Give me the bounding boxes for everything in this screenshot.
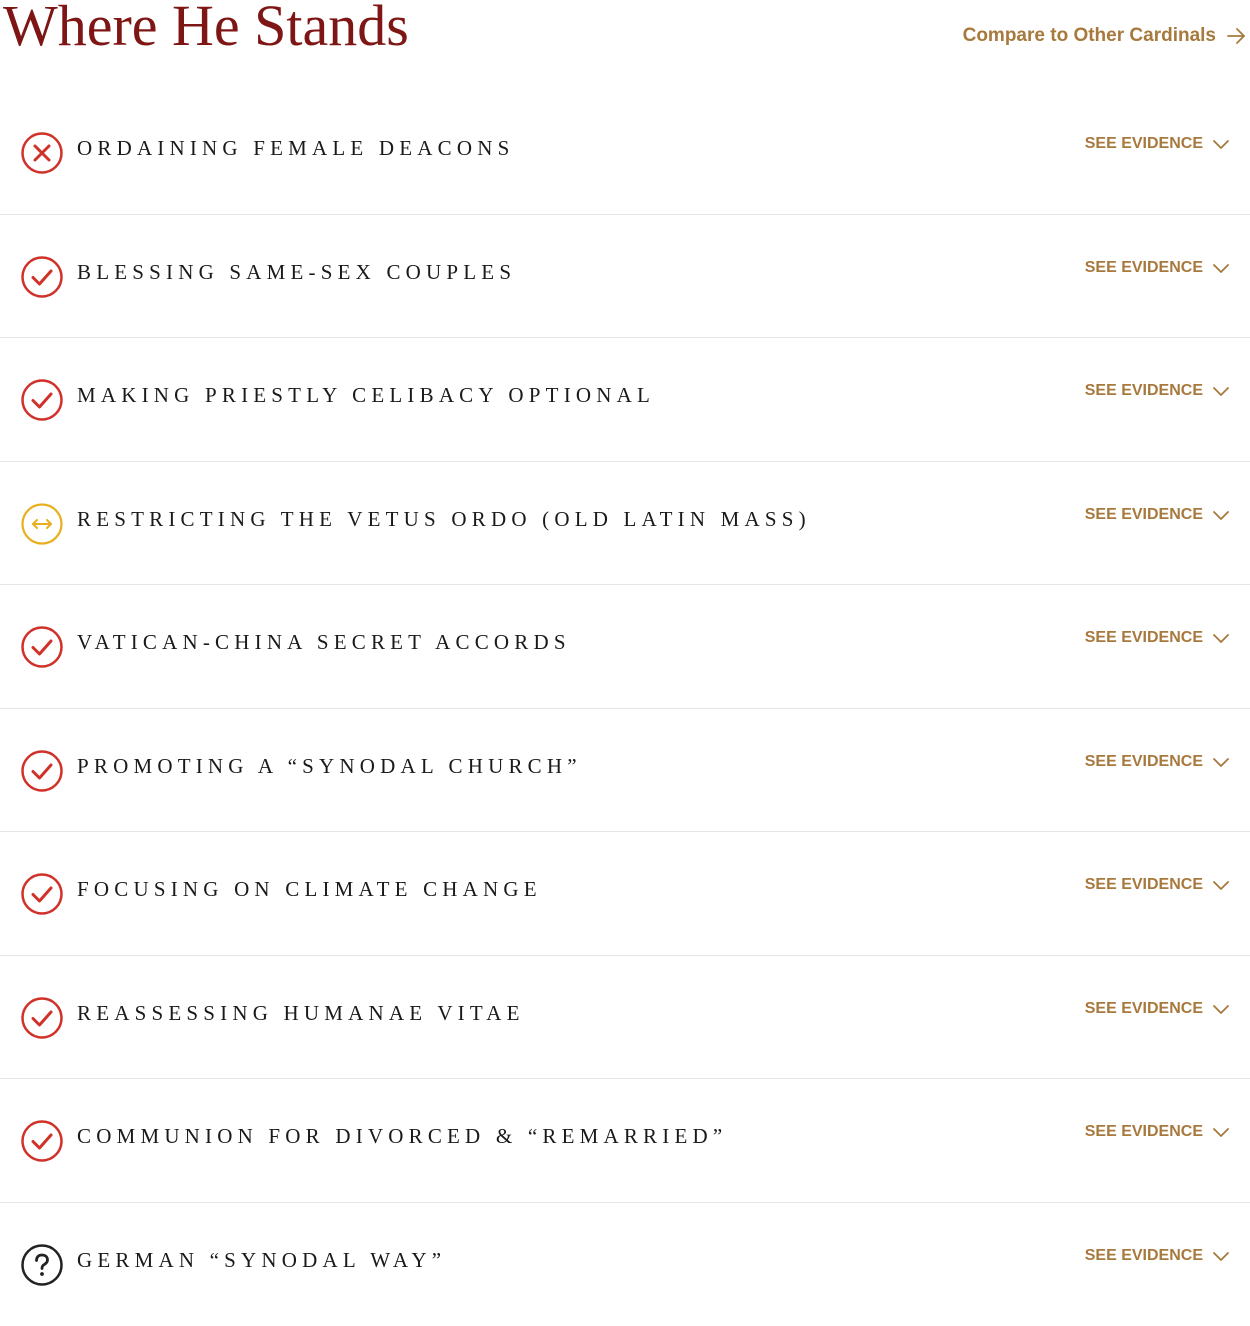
compare-cardinals-link[interactable] — [963, 22, 1246, 50]
see-evidence-button[interactable] — [1085, 380, 1230, 402]
see-evidence-label: SEE EVIDENCE — [1085, 751, 1203, 773]
see-evidence-button[interactable] — [1085, 1121, 1230, 1143]
chevron-down-icon — [1212, 632, 1230, 644]
see-evidence-label: SEE EVIDENCE — [1085, 133, 1203, 155]
chevron-down-icon — [1212, 138, 1230, 150]
stance-row — [0, 338, 1250, 462]
check-circle-icon — [20, 255, 64, 299]
stance-topic: RESTRICTING THE VETUS ORDO (OLD LATIN MASS) — [77, 505, 811, 533]
see-evidence-button[interactable] — [1085, 504, 1230, 526]
two-way-arrow-circle-icon — [20, 502, 64, 546]
stance-topic: COMMUNION FOR DIVORCED & “REMARRIED” — [77, 1122, 727, 1150]
stance-topic: GERMAN “SYNODAL WAY” — [77, 1246, 446, 1274]
see-evidence-button[interactable] — [1085, 1245, 1230, 1267]
see-evidence-label: SEE EVIDENCE — [1085, 874, 1203, 896]
check-circle-icon — [20, 625, 64, 669]
see-evidence-label: SEE EVIDENCE — [1085, 504, 1203, 526]
chevron-down-icon — [1212, 879, 1230, 891]
stance-row — [0, 585, 1250, 709]
chevron-down-icon — [1212, 1003, 1230, 1015]
page-title: Where He Stands — [3, 0, 409, 61]
see-evidence-button[interactable] — [1085, 874, 1230, 896]
check-circle-icon — [20, 872, 64, 916]
check-circle-icon — [20, 1119, 64, 1163]
see-evidence-label: SEE EVIDENCE — [1085, 998, 1203, 1020]
chevron-down-icon — [1212, 1250, 1230, 1262]
see-evidence-label: SEE EVIDENCE — [1085, 380, 1203, 402]
see-evidence-label: SEE EVIDENCE — [1085, 257, 1203, 279]
stance-topic: REASSESSING HUMANAE VITAE — [77, 999, 525, 1027]
stance-topic: ORDAINING FEMALE DEACONS — [77, 134, 514, 162]
stance-row — [0, 832, 1250, 956]
stance-topic: BLESSING SAME-SEX COUPLES — [77, 258, 516, 286]
stance-topic: PROMOTING A “SYNODAL CHURCH” — [77, 752, 582, 780]
see-evidence-button[interactable] — [1085, 751, 1230, 773]
chevron-down-icon — [1212, 262, 1230, 274]
compare-link-label: Compare to Other Cardinals — [963, 22, 1216, 50]
see-evidence-button[interactable] — [1085, 627, 1230, 649]
stance-row — [0, 1079, 1250, 1203]
stance-row — [0, 462, 1250, 586]
stance-row — [0, 91, 1250, 215]
stance-topic: FOCUSING ON CLIMATE CHANGE — [77, 875, 542, 903]
chevron-down-icon — [1212, 385, 1230, 397]
stance-row — [0, 709, 1250, 833]
see-evidence-button[interactable] — [1085, 998, 1230, 1020]
stance-topic: VATICAN-CHINA SECRET ACCORDS — [77, 628, 571, 656]
stance-row — [0, 1203, 1250, 1326]
arrow-right-icon — [1226, 26, 1246, 46]
check-circle-icon — [20, 378, 64, 422]
chevron-down-icon — [1212, 1126, 1230, 1138]
see-evidence-label: SEE EVIDENCE — [1085, 1121, 1203, 1143]
chevron-down-icon — [1212, 756, 1230, 768]
page-header — [0, 0, 1250, 80]
chevron-down-icon — [1212, 509, 1230, 521]
see-evidence-button[interactable] — [1085, 133, 1230, 155]
see-evidence-label: SEE EVIDENCE — [1085, 627, 1203, 649]
stance-row — [0, 215, 1250, 339]
stance-topic: MAKING PRIESTLY CELIBACY OPTIONAL — [77, 381, 655, 409]
stance-list — [0, 91, 1250, 1326]
stance-row — [0, 956, 1250, 1080]
x-circle-icon — [20, 131, 64, 175]
see-evidence-label: SEE EVIDENCE — [1085, 1245, 1203, 1267]
check-circle-icon — [20, 749, 64, 793]
see-evidence-button[interactable] — [1085, 257, 1230, 279]
check-circle-icon — [20, 996, 64, 1040]
question-circle-icon — [20, 1243, 64, 1287]
